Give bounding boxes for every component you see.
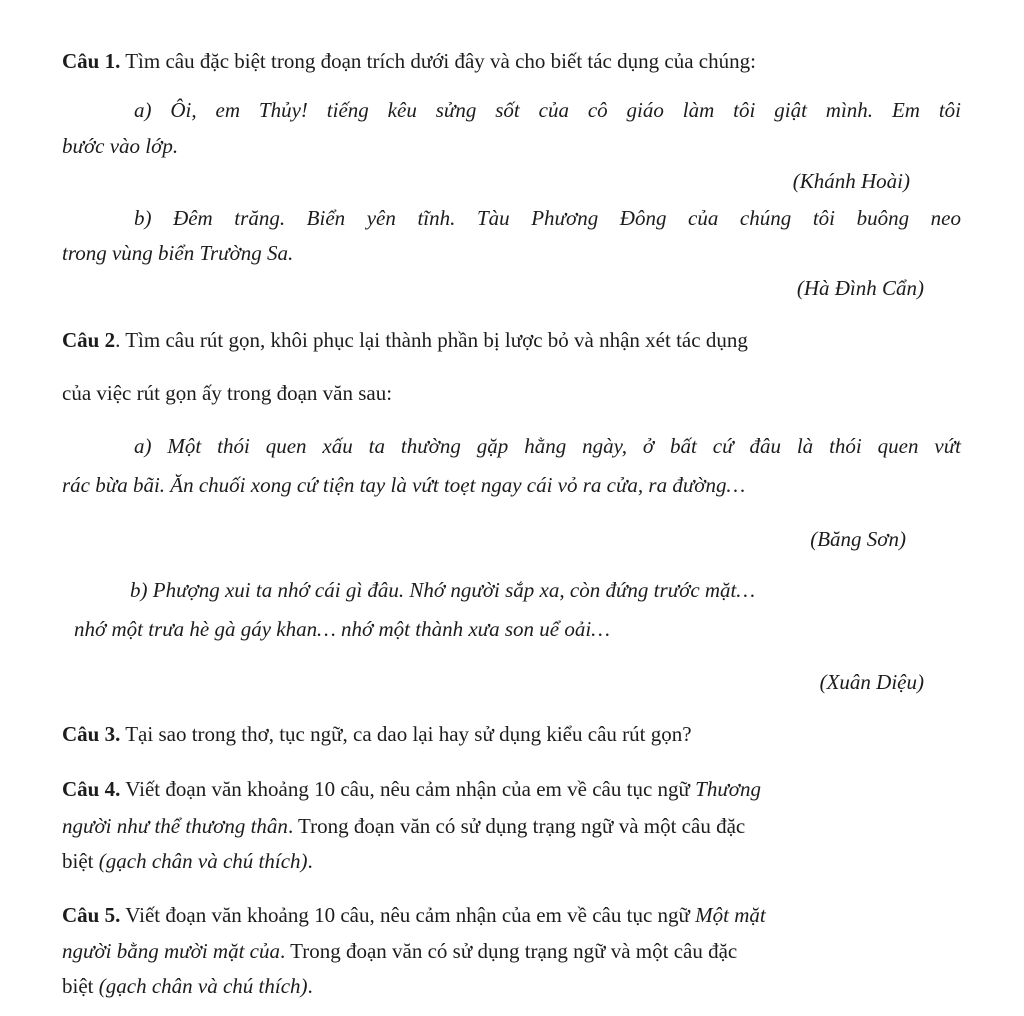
q2-b-line1: b) Phượng xui ta nhớ cái gì đâu. Nhớ người sắp xa, còn đứng trước mặt… [130,578,756,602]
q1-a-source: (Khánh Hoài) [792,169,910,193]
q5-line2 [62,941,737,962]
q1-a-line1: a) Ôi, em Thủy! tiếng kêu sửng sốt của cô giáo làm tôi giật mình. Em tôi [134,98,961,122]
q1-b-line2: trong vùng biển Trường Sa. [62,241,294,265]
q4-line3 [62,851,313,872]
q5-line2-text: . Trong đoạn văn có sử dụng trạng ngữ và một câu đặc [279,939,738,963]
q5-label: Câu 5. [62,903,121,927]
q4-line3-end: . [307,849,313,873]
q4-line1 [62,779,761,800]
q3-label: Câu 3. [62,722,121,746]
q1-label: Câu 1. [62,49,121,73]
q2-prompt-1: . Tìm câu rút gọn, khôi phục lại thành phần bị lược bỏ và nhận xét tác dụng [115,328,748,352]
q2-b-line2: nhớ một trưa hè gà gáy khan… nhớ một thành xưa son uể oải… [74,617,610,641]
q2-prompt-line1 [62,330,748,351]
q3-line [62,724,692,745]
q1-prompt: Tìm câu đặc biệt trong đoạn trích dưới đây và cho biết tác dụng của chúng: [120,49,756,73]
q5-line3-italic: (gạch chân và chú thích) [98,974,308,998]
q4-line1-italic: Thương [695,777,761,801]
q4-label: Câu 4. [62,777,121,801]
q4-line2-text: . Trong đoạn văn có sử dụng trạng ngữ và một câu đặc [287,814,746,838]
q4-line3-italic: (gạch chân và chú thích) [98,849,308,873]
q5-line3 [62,976,313,997]
q2-b-source: (Xuân Diệu) [819,670,924,694]
q2-label: Câu 2 [62,328,116,352]
q5-proverb: người bằng mười mặt của [62,939,280,963]
q2-a-source: (Băng Sơn) [810,527,906,551]
q1-b-source: (Hà Đình Cẩn) [796,276,924,300]
q4-line2 [62,816,745,837]
q5-line1-text: Viết đoạn văn khoảng 10 câu, nêu cảm nhận của em về câu tục ngữ [120,903,696,927]
q3-text: Tại sao trong thơ, tục ngữ, ca dao lại hay sử dụng kiểu câu rút gọn? [120,722,692,746]
q5-line1 [62,905,766,926]
q2-a-line1: a) Một thói quen xấu ta thường gặp hằng ngày, ở bất cứ đâu là thói quen vứt [134,434,961,458]
q2-prompt-line2: của việc rút gọn ấy trong đoạn văn sau: [62,381,393,405]
q2-a-line2: rác bừa bãi. Ăn chuối xong cứ tiện tay là vứt toẹt ngay cái vỏ ra cửa, ra đường… [62,473,746,497]
q1-prompt-line [62,51,756,72]
q4-line1-text: Viết đoạn văn khoảng 10 câu, nêu cảm nhận của em về câu tục ngữ [120,777,696,801]
q5-line3-text: biệt [62,974,99,998]
q1-a-line2: bước vào lớp. [62,134,179,158]
q5-line1-italic: Một mặt [695,903,766,927]
q1-b-line1: b) Đêm trăng. Biển yên tĩnh. Tàu Phương Đông của chúng tôi buông neo [134,206,961,230]
q4-line3-text: biệt [62,849,99,873]
q4-proverb: người như thể thương thân [62,814,288,838]
q5-line3-end: . [307,974,313,998]
